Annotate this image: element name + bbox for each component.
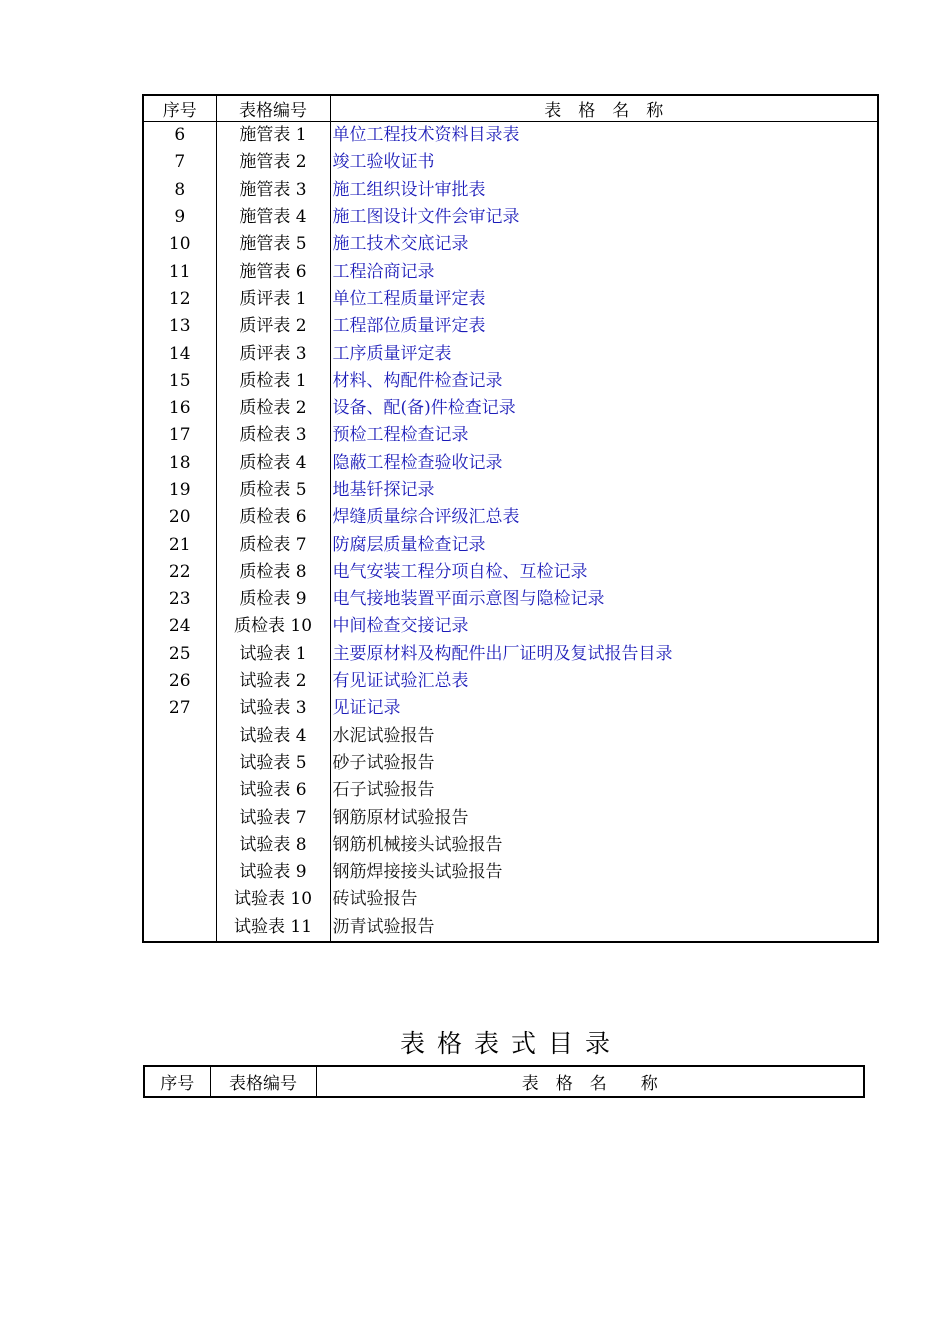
table-row xyxy=(143,368,878,395)
row-code: 试验表 3 xyxy=(216,695,330,722)
row-code: 质检表 3 xyxy=(216,422,330,449)
row-seq: 23 xyxy=(168,589,191,610)
table-row xyxy=(143,914,878,942)
row-seq: 25 xyxy=(168,643,191,664)
row-seq xyxy=(143,859,216,886)
row-code: 质检表 4 xyxy=(216,450,330,477)
row-seq xyxy=(143,750,216,777)
row-name-link[interactable]: 中间检查交接记录 xyxy=(330,613,878,640)
row-name-link[interactable]: 防腐层质量检查记录 xyxy=(330,531,878,558)
row-seq: 12 xyxy=(168,288,191,309)
row-code: 质检表 10 xyxy=(216,613,330,640)
row-seq: 26 xyxy=(168,671,191,692)
row-code: 施管表 5 xyxy=(216,231,330,258)
row-code: 试验表 1 xyxy=(216,641,330,668)
row-code: 质检表 1 xyxy=(216,368,330,395)
table-row xyxy=(143,477,878,504)
row-seq: 17 xyxy=(168,425,191,446)
row-code: 质评表 1 xyxy=(216,286,330,313)
table-row xyxy=(143,204,878,231)
row-name: 砂子试验报告 xyxy=(330,750,878,777)
row-code: 质检表 5 xyxy=(216,477,330,504)
table-row xyxy=(143,750,878,777)
row-code: 试验表 10 xyxy=(216,886,330,913)
header-code: 表格编号 xyxy=(210,1066,316,1097)
row-seq: 18 xyxy=(168,452,191,473)
row-name-link[interactable]: 竣工验收证书 xyxy=(330,149,878,176)
table-row xyxy=(143,613,878,640)
table-row xyxy=(143,177,878,204)
row-seq: 20 xyxy=(168,507,191,528)
table-of-forms-continued xyxy=(142,94,879,943)
row-name-link[interactable]: 电气安装工程分项自检、互检记录 xyxy=(330,559,878,586)
row-code: 施管表 4 xyxy=(216,204,330,231)
table-row xyxy=(143,422,878,449)
table-row xyxy=(143,695,878,722)
row-seq xyxy=(143,723,216,750)
table-row xyxy=(143,122,878,150)
table-body xyxy=(143,122,878,942)
row-seq xyxy=(143,914,216,942)
table-row xyxy=(143,531,878,558)
section-title: 表格表式目录 xyxy=(399,1029,622,1058)
row-seq: 15 xyxy=(168,370,191,391)
row-name: 钢筋焊接接头试验报告 xyxy=(330,859,878,886)
row-code: 试验表 9 xyxy=(216,859,330,886)
row-code: 试验表 11 xyxy=(216,914,330,942)
row-code: 试验表 7 xyxy=(216,804,330,831)
row-code: 施管表 2 xyxy=(216,149,330,176)
row-seq: 19 xyxy=(168,480,191,500)
row-name: 石子试验报告 xyxy=(330,777,878,804)
row-seq xyxy=(143,777,216,804)
row-name-link[interactable]: 施工组织设计审批表 xyxy=(330,177,878,204)
row-code: 试验表 4 xyxy=(216,723,330,750)
table-row xyxy=(143,586,878,613)
table-row xyxy=(143,641,878,668)
table-header-row xyxy=(144,1066,864,1097)
table-row xyxy=(143,450,878,477)
row-seq: 10 xyxy=(168,234,191,255)
row-seq xyxy=(143,832,216,859)
row-seq: 24 xyxy=(168,616,191,637)
row-seq xyxy=(143,886,216,913)
row-name: 砖试验报告 xyxy=(330,886,878,913)
table-row xyxy=(143,886,878,913)
header-name: 表 格 名 称 xyxy=(330,95,878,122)
row-name-link[interactable]: 电气接地装置平面示意图与隐检记录 xyxy=(330,586,878,613)
table-row xyxy=(143,340,878,367)
row-name-link[interactable]: 有见证试验汇总表 xyxy=(330,668,878,695)
row-code: 质检表 7 xyxy=(216,531,330,558)
row-name-link[interactable]: 单位工程质量评定表 xyxy=(330,286,878,313)
row-code: 质检表 6 xyxy=(216,504,330,531)
row-name-link[interactable]: 工程部位质量评定表 xyxy=(330,313,878,340)
table-row xyxy=(143,804,878,831)
table-row xyxy=(143,668,878,695)
row-name: 钢筋机械接头试验报告 xyxy=(330,832,878,859)
row-code: 质检表 8 xyxy=(216,559,330,586)
row-seq: 7 xyxy=(174,152,186,173)
row-name-link[interactable]: 预检工程检查记录 xyxy=(330,422,878,449)
row-seq: 6 xyxy=(174,125,186,146)
table-row xyxy=(143,859,878,886)
row-code: 质评表 3 xyxy=(216,340,330,367)
row-seq: 8 xyxy=(174,179,186,200)
row-name-link[interactable]: 见证记录 xyxy=(330,695,878,722)
row-seq: 16 xyxy=(168,398,191,419)
table-row xyxy=(143,395,878,422)
table-row xyxy=(143,286,878,313)
row-code: 质检表 2 xyxy=(216,395,330,422)
row-seq xyxy=(143,804,216,831)
table-row xyxy=(143,313,878,340)
row-code: 试验表 6 xyxy=(216,777,330,804)
row-code: 试验表 2 xyxy=(216,668,330,695)
row-name-link[interactable]: 焊缝质量综合评级汇总表 xyxy=(330,504,878,531)
row-seq: 9 xyxy=(174,207,186,228)
row-seq: 27 xyxy=(168,698,191,719)
row-seq: 21 xyxy=(168,534,191,555)
row-name: 钢筋原材试验报告 xyxy=(330,804,878,831)
row-name-link[interactable]: 地基钎探记录 xyxy=(330,477,878,504)
table-row xyxy=(143,777,878,804)
row-name-link[interactable]: 工序质量评定表 xyxy=(330,340,878,367)
row-code: 质检表 9 xyxy=(216,586,330,613)
header-seq: 序号 xyxy=(143,95,216,122)
table-row xyxy=(143,832,878,859)
row-name-link[interactable]: 单位工程技术资料目录表 xyxy=(330,122,878,150)
row-seq: 14 xyxy=(168,343,191,364)
row-name: 水泥试验报告 xyxy=(330,723,878,750)
row-seq: 11 xyxy=(168,261,191,282)
table-row xyxy=(143,504,878,531)
row-name-link[interactable]: 施工技术交底记录 xyxy=(330,231,878,258)
table-of-forms-header xyxy=(143,1065,865,1098)
row-name-link[interactable]: 工程洽商记录 xyxy=(330,258,878,285)
header-seq: 序号 xyxy=(160,1074,195,1094)
row-code: 施管表 6 xyxy=(216,258,330,285)
row-seq: 22 xyxy=(168,561,191,582)
row-code: 施管表 3 xyxy=(216,177,330,204)
row-name-link[interactable]: 隐蔽工程检查验收记录 xyxy=(330,450,878,477)
table-row xyxy=(143,258,878,285)
table-header-row xyxy=(143,95,878,122)
row-code: 质评表 2 xyxy=(216,313,330,340)
row-name-link[interactable]: 主要原材料及构配件出厂证明及复试报告目录 xyxy=(330,641,878,668)
table-row xyxy=(143,723,878,750)
table-row xyxy=(143,149,878,176)
table-row xyxy=(143,559,878,586)
header-name: 表 格 名 称 xyxy=(316,1066,864,1097)
table-row xyxy=(143,231,878,258)
row-name-link[interactable]: 设备、配(备)件检查记录 xyxy=(330,395,878,422)
row-code: 试验表 8 xyxy=(216,832,330,859)
row-code: 施管表 1 xyxy=(216,122,330,150)
row-name: 沥青试验报告 xyxy=(330,914,878,942)
row-code: 试验表 5 xyxy=(216,750,330,777)
row-name-link[interactable]: 施工图设计文件会审记录 xyxy=(330,204,878,231)
header-code: 表格编号 xyxy=(216,95,330,122)
row-seq: 13 xyxy=(168,316,191,337)
row-name-link[interactable]: 材料、构配件检查记录 xyxy=(330,368,878,395)
